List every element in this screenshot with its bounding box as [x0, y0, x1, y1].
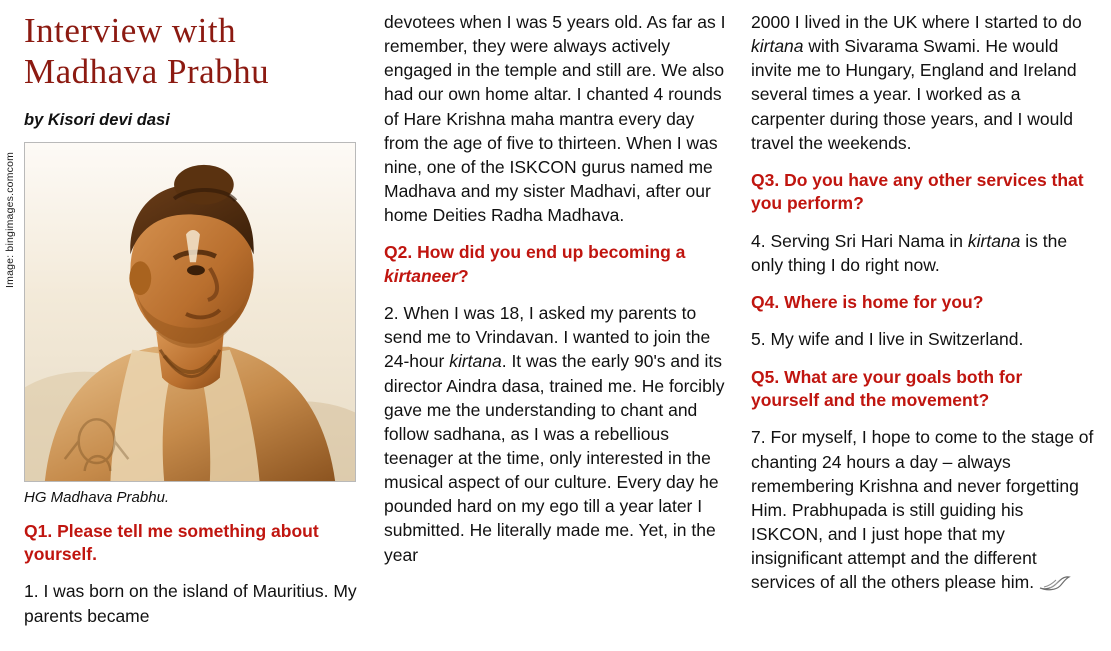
question-2-italic: kirtaneer	[384, 265, 458, 286]
answer-1: 1. I was born on the island of Mauritius. My parents became	[24, 581, 357, 626]
left-column	[4, 10, 384, 643]
right-column	[751, 10, 1095, 643]
answer-2-cont-part-2: with Sivarama Swami. He would invite me to Hungary, England and Ireland several times a year. I worked as a carpenter during those years, and I would travel the weekends.	[751, 36, 1077, 153]
question-1: Q1. Please tell me something about yourself.	[24, 520, 319, 565]
question-2-suffix: ?	[457, 265, 469, 286]
answer-2-cont-italic: kirtana	[751, 36, 804, 57]
image-credit: Image: bingimages.comcom	[4, 151, 16, 288]
answer-2-continued	[751, 10, 1095, 155]
portrait-illustration	[25, 143, 355, 481]
byline: by Kisori devi dasi	[24, 110, 170, 129]
answer-5	[751, 425, 1095, 598]
portrait-photo	[24, 142, 356, 482]
question-2-text: Q2. How did you end up becoming a	[384, 242, 686, 263]
conch-shell-icon	[1038, 574, 1072, 598]
answer-4: 5. My wife and I live in Switzerland.	[751, 329, 1024, 350]
question-2	[384, 241, 729, 288]
answer-3-part-2: is the only thing I do right now.	[751, 230, 1068, 275]
question-4: Q4. Where is home for you?	[751, 292, 984, 312]
answer-3-part-1: 4. Serving Sri Hari Nama in	[751, 230, 968, 251]
question-3: Q3. Do you have any other services that you perform?	[751, 169, 1084, 214]
question-5: Q5. What are your goals both for yourself and the movement?	[751, 366, 1023, 411]
title-line-1: Interview with	[24, 11, 237, 50]
answer-2-cont-part-1: 2000 I lived in the UK where I started to do	[751, 12, 1082, 32]
middle-column	[384, 10, 751, 643]
photo-caption: HG Madhava Prabhu.	[24, 488, 170, 506]
answer-3	[751, 229, 1095, 277]
answer-1-continued: devotees when I was 5 years old. As far as I remember, they were always actively engaged in the temple and still are. We also had our own home altar. I chanted 4 rounds of Hare Krishna maha mantra every day from the age of five to thirteen. When I was nine, one of the ISKCON gurus named me Madhava and my sister Madhavi, after our home Deities Radha Madhava.	[384, 12, 726, 226]
answer-3-italic: kirtana	[967, 230, 1021, 251]
conch-shell-glyph	[1038, 574, 1072, 592]
figure	[4, 142, 362, 482]
answer-2-part-2: . It was the early 90's and its director Aindra dasa, trained me. He forcibly gave me the understanding to chant and follow sadhana, as I was a rebellious teenager at the time, only interested in the musical aspect of our culture. Every day he pounded hard on my ego till a year later I submitted. He literally made me. Yet, in the year	[384, 351, 725, 565]
answer-2	[384, 301, 729, 567]
answer-2-italic: kirtana	[449, 351, 502, 372]
title-line-2: Madhava Prabhu	[24, 52, 270, 92]
answer-2-part-1: 2. When I was 18, I asked my parents to send me to Vrindavan. I wanted to join the 24-hour	[384, 303, 711, 372]
answer-5-text: 7. For myself, I hope to come to the stage of chanting 24 hours a day – always remembering Krishna and never forgetting Him. Prabhupada is still guiding his ISKCON, and I just hope that my insignificant attempt and the different services of all the others please him.	[751, 427, 1094, 593]
page-title	[24, 10, 362, 93]
